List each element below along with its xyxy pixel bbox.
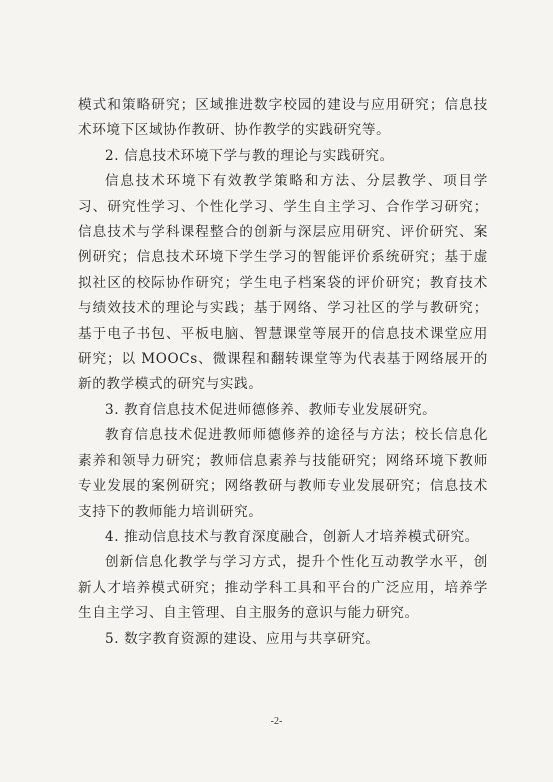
section-heading-2: 2. 信息技术环境下学与教的理论与实践研究。 — [105, 147, 394, 164]
section-body-2: 信息技术环境下有效教学策略和方法、分层教学、项目学习、研究性学习、个性化学习、学生自主学习、合作学习研究；信息技术与学科课程整合的创新与深层应用研究、评价研究、案例研究；信息技术环境下学生学习的智能评价系统研究；基于虚拟社区的校际协作研究；学生电子档案袋的评价研究；教育技术与绩效技术的理论与实践；基于网络、学习社区的学与教研究；基于电子书包、平板电脑、智慧课堂等展开的信息技术课堂应用研究；以 MOOCs、微课程和翻转课堂等为代表基于网络展开的新的教学模式的研究与实践。 — [78, 173, 488, 393]
section-heading-5: 5. 数字教育资源的建设、应用与共享研究。 — [105, 630, 380, 647]
section-body-4: 创新信息化教学与学习方式，提升个性化互动教学水平，创新人才培养模式研究；推动学科工具和平台的广泛应用，培养学生自主学习、自主管理、自主服务的意识与能力研究。 — [78, 554, 488, 622]
page-number: -2- — [270, 716, 283, 727]
paragraph-continuation: 模式和策略研究；区域推进数字校园的建设与应用研究；信息技术环境下区域协作教研、协作教学的实践研究等。 — [78, 97, 488, 139]
section-body-3: 教育信息技术促进教师师德修养的途径与方法；校长信息化素养和领导力研究；教师信息素养与技能研究；网络环境下教师专业发展的案例研究；网络教研与教师专业发展研究；信息技术支持下的教师能力培训研究。 — [78, 427, 488, 520]
section-heading-4: 4. 推动信息技术与教育深度融合，创新人才培养模式研究。 — [105, 528, 479, 545]
document-body — [78, 93, 488, 652]
section-heading-3: 3. 教育信息技术促进师德修养、教师专业发展研究。 — [105, 401, 437, 418]
